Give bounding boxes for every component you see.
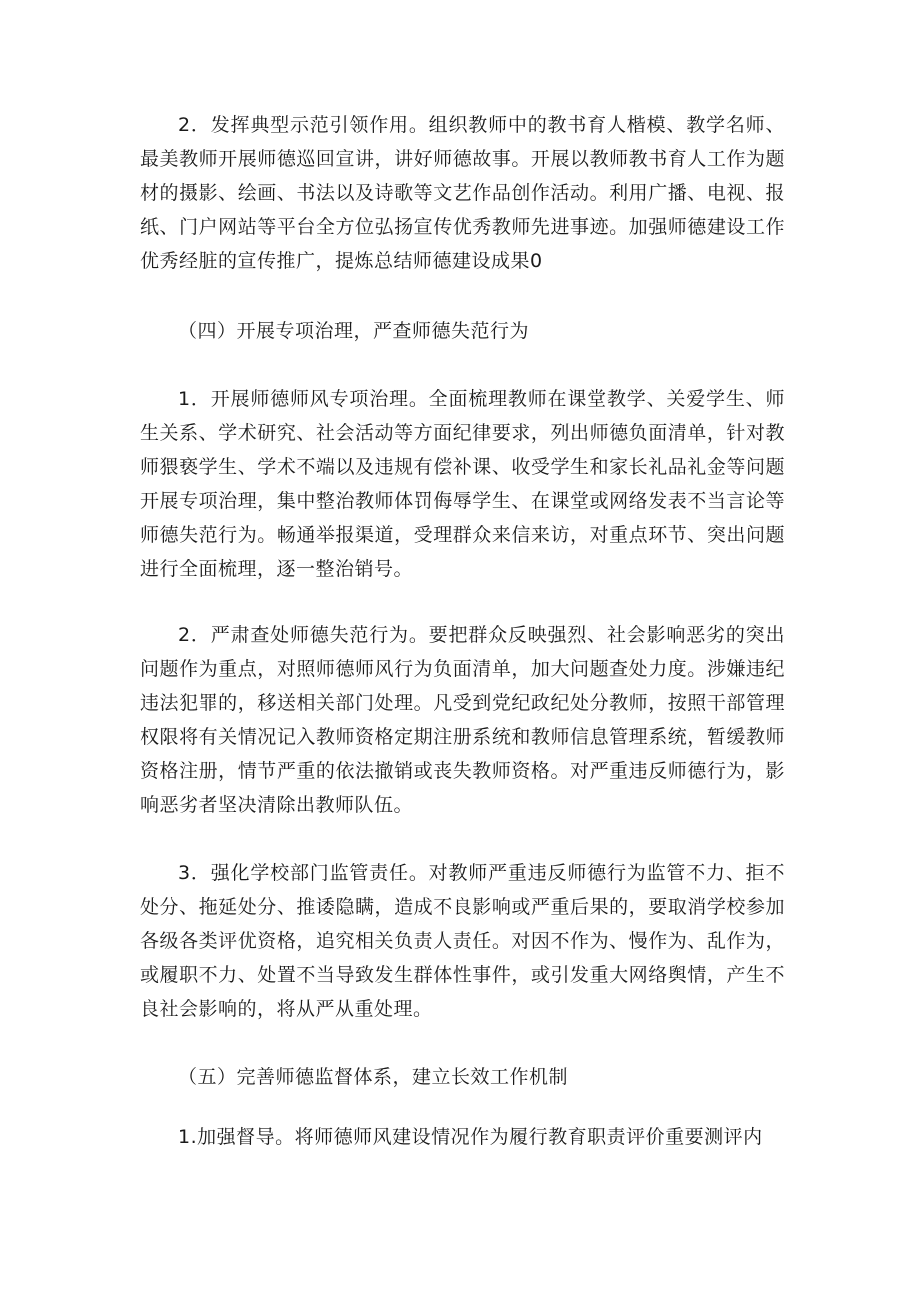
paragraph-strengthen-supervision: 1.加强督导。将师德师风建设情况作为履行教育职责评价重要测评内 <box>178 1126 763 1148</box>
section-heading-4: （四）开展专项治理，严查师德失范行为 <box>178 320 530 342</box>
paragraph-typical-examples: 2．发挥典型示范引领作用。组织教师中的教书育人楷模、教学名师、最美教师开展师德巡回宣讲，讲好师德故事。开展以教师教书育人工作为题材的摄影、绘画、书法以及诗歌等文艺作品创作活动。利用广播、电视、报纸、门户网站等平台全方位弘扬宣传优秀教师先进事迹。加强师德建设工作优秀经脏的宣传推广，提炼总结师德建设成果0 <box>140 114 785 272</box>
section-heading-5: （五）完善师德监督体系，建立长效工作机制 <box>178 1066 569 1088</box>
paragraph-strict-investigation: 2．严肃查处师德失范行为。要把群众反映强烈、社会影响恶劣的突出问题作为重点，对照师德师风行为负面清单，加大问题查处力度。涉嫌违纪违法犯罪的，移送相关部门处理。凡受到党纪政纪处分教师，按照干部管理权限将有关情况记入教师资格定期注册系统和教师信息管理系统，暂缓教师资格注册，情节严重的依法撤销或丧失教师资格。对严重违反师德行为，影响恶劣者坚决清除出教师队伍。 <box>140 624 785 816</box>
paragraph-special-governance: 1．开展师德师风专项治理。全面梳理教师在课堂教学、关爱学生、师生关系、学术研究、社会活动等方面纪律要求，列出师德负面清单，针对教师猥亵学生、学术不端以及违规有偿补课、收受学生和家长礼品礼金等问题开展专项治理，集中整治教师体罚侮辱学生、在课堂或网络发表不当言论等师德失范行为。畅通举报渠道，受理群众来信来访，对重点环节、突出问题进行全面梳理，逐一整治销号。 <box>140 388 785 580</box>
paragraph-supervision-responsibility: 3．强化学校部门监管责任。对教师严重违反师德行为监管不力、拒不处分、拖延处分、推诿隐瞒，造成不良影响或严重后果的，要取消学校参加各级各类评优资格，追究相关负责人责任。对因不作为、慢作为、乱作为，或履职不力、处置不当导致发生群体性事件，或引发重大网络舆情，产生不良社会影响的，将从严从重处理。 <box>140 862 785 1020</box>
